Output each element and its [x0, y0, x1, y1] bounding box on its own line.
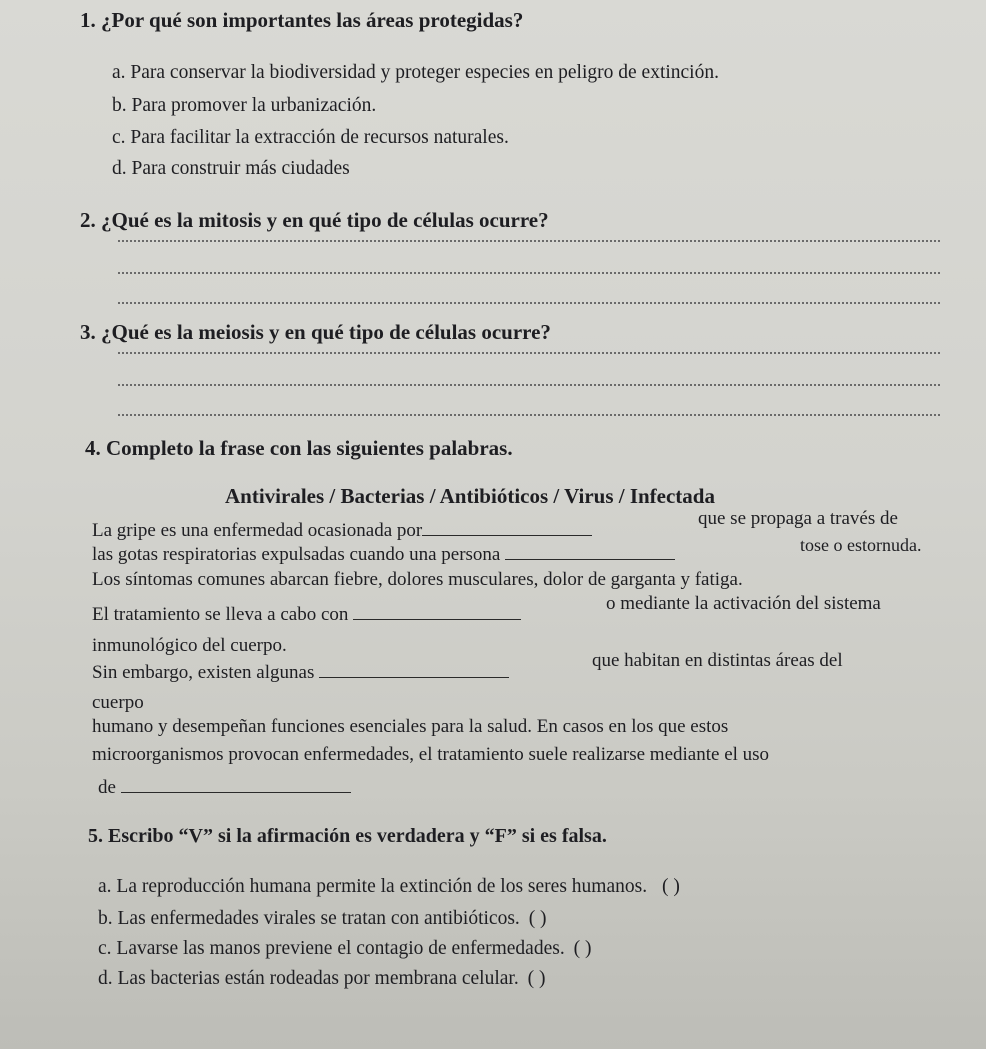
- answer-box[interactable]: ( ): [527, 968, 546, 989]
- fill-line-7: cuerpo: [92, 692, 144, 713]
- answer-line[interactable]: [118, 414, 940, 416]
- question-1-option-d: d. Para construir más ciudades: [112, 158, 350, 179]
- fill-line-10: [98, 777, 351, 799]
- question-4-title: 4. Completo la frase con las siguientes palabras.: [85, 436, 513, 460]
- question-5-title: 5. Escribo “V” si la afirmación es verdadera y “F” si es falsa.: [88, 825, 607, 847]
- answer-box[interactable]: ( ): [528, 908, 547, 929]
- answer-line[interactable]: [118, 302, 940, 304]
- statement: d. Las bacterias están rodeadas por membrana celular.: [98, 968, 519, 989]
- answer-line[interactable]: [118, 352, 940, 354]
- fill-blank[interactable]: [319, 677, 509, 678]
- answer-line[interactable]: [118, 240, 940, 242]
- true-false-item-a: [98, 876, 680, 898]
- fill-line-1: [92, 520, 592, 542]
- fill-blank[interactable]: [353, 619, 521, 620]
- question-1-title: 1. ¿Por qué son importantes las áreas protegidas?: [80, 8, 524, 32]
- fill-line-6: [92, 662, 509, 684]
- fill-line-2-end: tose o estornuda.: [800, 535, 922, 555]
- fill-line-6-end: que habitan en distintas áreas del: [592, 650, 843, 671]
- text: de: [98, 777, 116, 798]
- statement: a. La reproducción humana permite la extinción de los seres humanos.: [98, 876, 648, 897]
- question-1-option-b: b. Para promover la urbanización.: [112, 95, 377, 116]
- fill-line-8: humano y desempeñan funciones esenciales para la salud. En casos en los que estos: [92, 716, 729, 737]
- text: La gripe es una enfermedad ocasionada por: [92, 520, 423, 541]
- statement: c. Lavarse las manos previene el contagio de enfermedades.: [98, 938, 565, 959]
- text: las gotas respiratorias expulsadas cuando una persona: [92, 544, 501, 565]
- fill-blank[interactable]: [505, 559, 675, 560]
- fill-line-1-end: que se propaga a través de: [698, 508, 898, 529]
- true-false-item-c: [98, 938, 591, 960]
- fill-line-2: [92, 544, 675, 566]
- answer-box[interactable]: ( ): [661, 876, 680, 897]
- question-1-option-a: a. Para conservar la biodiversidad y proteger especies en peligro de extinción.: [112, 62, 719, 83]
- true-false-item-b: [98, 908, 547, 930]
- question-3-title: 3. ¿Qué es la meiosis y en qué tipo de células ocurre?: [80, 320, 551, 344]
- answer-box[interactable]: ( ): [573, 938, 592, 959]
- fill-blank[interactable]: [422, 535, 592, 536]
- statement: b. Las enfermedades virales se tratan con antibióticos.: [98, 908, 520, 929]
- fill-line-5: inmunológico del cuerpo.: [92, 635, 287, 656]
- fill-line-4: [92, 604, 521, 626]
- question-1-option-c: c. Para facilitar la extracción de recursos naturales.: [112, 127, 509, 148]
- fill-line-4-end: o mediante la activación del sistema: [606, 593, 881, 614]
- answer-line[interactable]: [118, 384, 940, 386]
- fill-line-3: Los síntomas comunes abarcan fiebre, dolores musculares, dolor de garganta y fatiga.: [92, 569, 743, 590]
- word-bank: Antivirales / Bacterias / Antibióticos / Virus / Infectada: [225, 484, 715, 508]
- fill-blank[interactable]: [121, 792, 351, 793]
- text: Sin embargo, existen algunas: [92, 662, 315, 683]
- answer-line[interactable]: [118, 272, 940, 274]
- true-false-item-d: [98, 968, 545, 990]
- text: El tratamiento se lleva a cabo con: [92, 604, 349, 625]
- fill-line-9: microorganismos provocan enfermedades, el tratamiento suele realizarse mediante el uso: [92, 744, 770, 765]
- question-2-title: 2. ¿Qué es la mitosis y en qué tipo de células ocurre?: [80, 208, 549, 232]
